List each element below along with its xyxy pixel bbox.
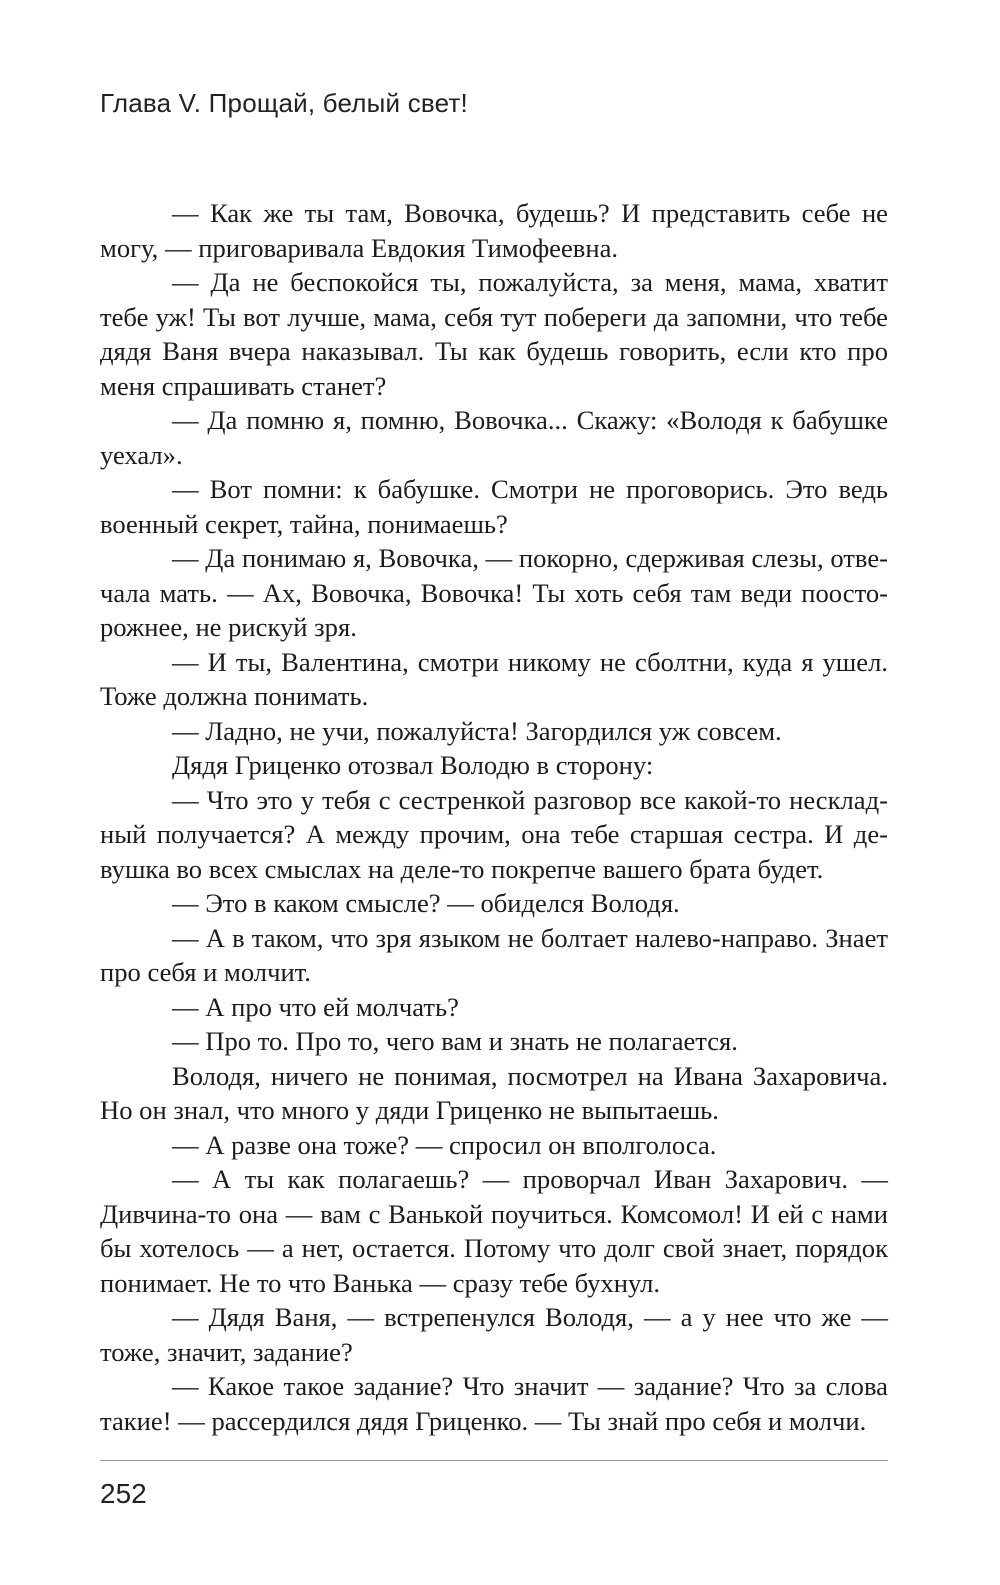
paragraph: — Как же ты там, Вовочка, будешь? И представить себе не могу, — приговаривала Евдокия Тимофеевна.	[100, 198, 888, 263]
paragraph: — Это в каком смысле? — обиделся Володя.	[172, 888, 680, 918]
paragraph: — А ты как полагаешь? — проворчал Иван Захарович. — Дивчина-то она — вам с Ванькой поучиться. Комсомол! И ей с нами бы хотелось — а нет, остается. Потому что долг свой знает, порядок понимает. Не то что Ванька — сразу тебе бухнул.	[100, 1164, 888, 1298]
paragraph: Володя, ничего не понимая, посмотрел на Ивана Захаровича. Но он знал, что много у дяди Гриценко не выпытаешь.	[100, 1060, 888, 1125]
paragraph: — Какое такое задание? Что значит — задание? Что за слова такие! — рассердился дядя Гриценко. — Ты знай про себя и молчи.	[100, 1371, 888, 1436]
paragraph: — Да не беспокойся ты, пожалуйста, за меня, мама, хватит тебе уж! Ты вот лучше, мама, себя тут побереги да запомни, что тебе дядя Ваня вчера наказывал. Ты как будешь говорить, если кто про меня спрашивать станет?	[100, 267, 888, 401]
footer-divider	[100, 1460, 888, 1461]
paragraph: — И ты, Валентина, смотри никому не сболтни, куда я ушел. Тоже должна понимать.	[100, 646, 888, 711]
paragraph: — А в таком, что зря языком не болтает налево-направо. Знает про себя и молчит.	[100, 922, 888, 987]
paragraph: — Про то. Про то, чего вам и знать не полагается.	[172, 1026, 738, 1056]
paragraph: — Вот помни: к бабушке. Смотри не проговорись. Это ведь военный секрет, тайна, понимаешь?	[100, 474, 888, 539]
paragraph: — Что это у тебя с сестренкой разговор все какой-то нескладный получается? А между прочим, она тебе старшая сестра. И девушка во всех смыслах на деле-то покрепче вашего брата будет.	[100, 784, 888, 884]
body-text	[100, 196, 888, 1438]
paragraph: Дядя Гриценко отозвал Володю в сторону:	[172, 750, 654, 780]
paragraph: — Да помню я, помню, Вовочка... Скажу: «Володя к бабушке уехал».	[100, 405, 888, 470]
paragraph: — А про что ей молчать?	[172, 991, 459, 1022]
paragraph: — Ладно, не учи, пожалуйста! Загордился уж совсем.	[172, 715, 782, 746]
paragraph: — Да понимаю я, Вовочка, — покорно, сдерживая слезы, отвечала мать. — Ах, Вовочка, Вовочка! Ты хоть себя там веди поосторожнее, не рискуй зря.	[100, 543, 888, 642]
paragraph: — А разве она тоже? — спросил он вполголоса.	[172, 1129, 717, 1160]
page-number: 252	[100, 1478, 147, 1509]
paragraph: — Дядя Ваня, — встрепенулся Володя, — а у нее что же — тоже, значит, задание?	[100, 1302, 888, 1367]
running-title: Глава V. Прощай, белый свет!	[100, 88, 468, 118]
